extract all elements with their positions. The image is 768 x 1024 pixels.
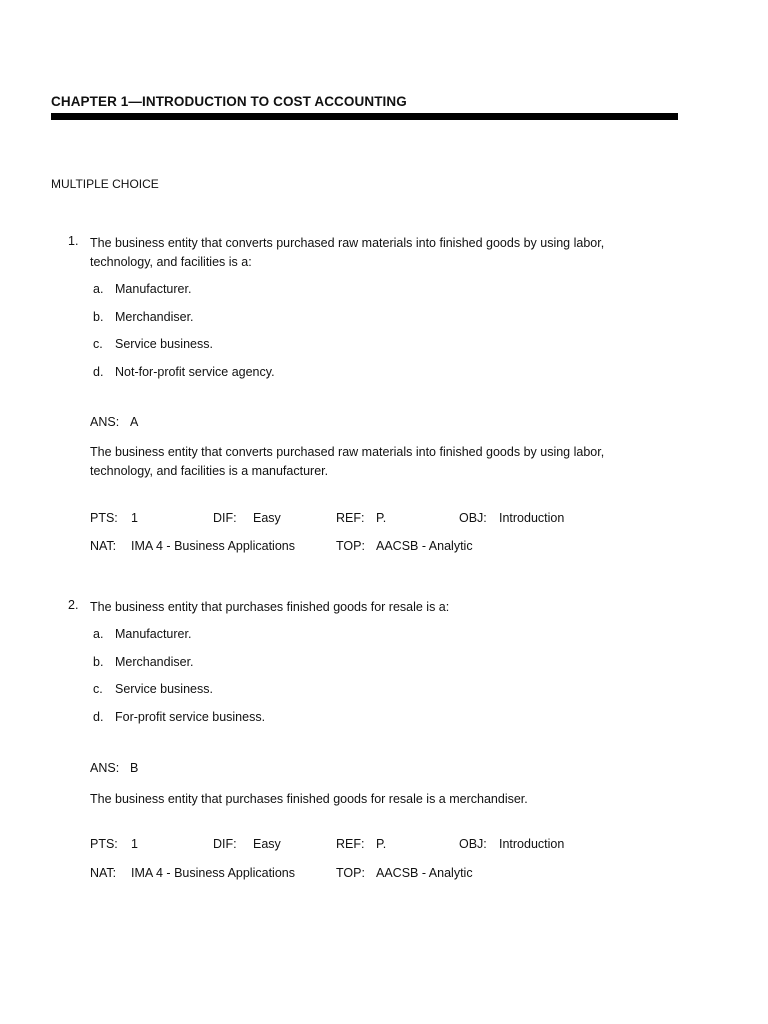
ref-label: REF:: [336, 837, 365, 851]
nat-value: IMA 4 - Business Applications: [131, 866, 295, 880]
dif-label: DIF:: [213, 511, 237, 525]
option-text: Not-for-profit service agency.: [115, 365, 275, 379]
section-title: MULTIPLE CHOICE: [51, 177, 159, 191]
dif-value: Easy: [253, 511, 281, 525]
chapter-rule: [51, 113, 678, 120]
option-text: Service business.: [115, 682, 213, 696]
question-number: 2.: [68, 598, 79, 612]
meta-row-2: [90, 539, 690, 557]
top-label: TOP:: [336, 539, 365, 553]
answer-label: ANS:: [90, 761, 120, 775]
dif-value: Easy: [253, 837, 281, 851]
meta-row-1: [90, 837, 690, 855]
top-label: TOP:: [336, 866, 365, 880]
ref-value: P.: [376, 511, 387, 525]
question-text: The business entity that converts purchased raw materials into finished goods by using labor, technology, and facilities is a:: [90, 236, 605, 269]
answer-label: ANS:: [90, 415, 120, 429]
ref-value: P.: [376, 837, 387, 851]
option-letter: c.: [93, 337, 103, 351]
answer-value: A: [130, 415, 139, 429]
option-letter: d.: [93, 365, 104, 379]
answer-explanation: The business entity that purchases finished goods for resale is a merchandiser.: [90, 792, 528, 806]
obj-value: Introduction: [499, 511, 565, 525]
obj-value: Introduction: [499, 837, 565, 851]
meta-row-2: [90, 866, 690, 884]
option-letter: b.: [93, 310, 104, 324]
option-text: Service business.: [115, 337, 213, 351]
chapter-title: CHAPTER 1—INTRODUCTION TO COST ACCOUNTING: [51, 94, 407, 109]
obj-label: OBJ:: [459, 511, 487, 525]
question-number: 1.: [68, 234, 79, 248]
option-text: Manufacturer.: [115, 282, 192, 296]
top-value: AACSB - Analytic: [376, 866, 473, 880]
pts-label: PTS:: [90, 511, 118, 525]
pts-label: PTS:: [90, 837, 118, 851]
pts-value: 1: [131, 511, 138, 525]
option-letter: d.: [93, 710, 104, 724]
option-text: For-profit service business.: [115, 710, 266, 724]
answer-explanation: The business entity that converts purchased raw materials into finished goods by using labor, technology, and facilities is a manufacturer.: [90, 445, 605, 478]
option-text: Merchandiser.: [115, 655, 194, 669]
pts-value: 1: [131, 837, 138, 851]
meta-row-1: [90, 511, 690, 529]
dif-label: DIF:: [213, 837, 237, 851]
nat-value: IMA 4 - Business Applications: [131, 539, 295, 553]
option-letter: a.: [93, 627, 104, 641]
option-text: Merchandiser.: [115, 310, 194, 324]
option-letter: c.: [93, 682, 103, 696]
option-letter: a.: [93, 282, 104, 296]
question-text: The business entity that purchases finished goods for resale is a:: [90, 600, 450, 614]
obj-label: OBJ:: [459, 837, 487, 851]
ref-label: REF:: [336, 511, 365, 525]
nat-label: NAT:: [90, 539, 117, 553]
answer-value: B: [130, 761, 139, 775]
nat-label: NAT:: [90, 866, 117, 880]
top-value: AACSB - Analytic: [376, 539, 473, 553]
option-text: Manufacturer.: [115, 627, 192, 641]
option-letter: b.: [93, 655, 104, 669]
